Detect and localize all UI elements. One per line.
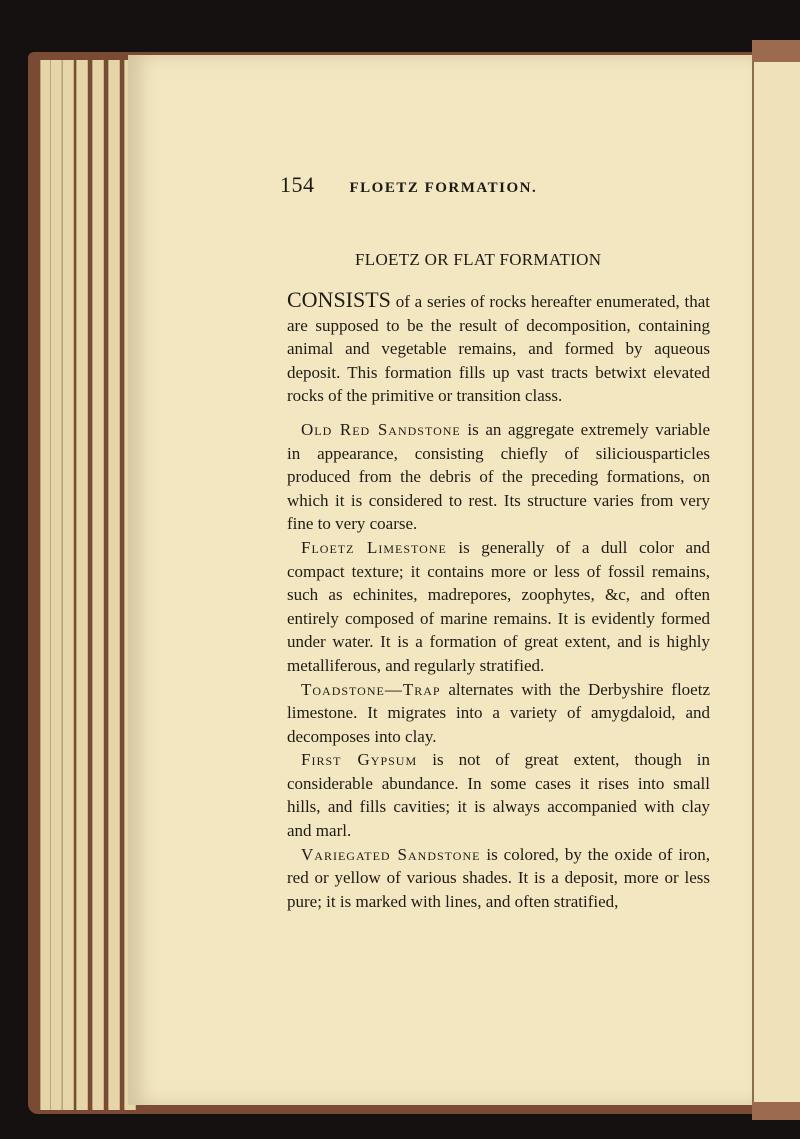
section-heading: FLOETZ OR FLAT FORMATION — [355, 250, 602, 269]
page-header — [280, 172, 537, 198]
paragraph-lead: Variegated Sandstone — [301, 844, 481, 864]
first-word: CONSISTS — [287, 287, 391, 312]
paragraph: Toadstone—Trap alternates with the Derbyshire floetz limestone. It migrates into a variety of amygdaloid, and decomposes into clay. — [287, 679, 710, 746]
paragraph-lead: Toadstone—Trap — [301, 679, 441, 699]
paragraph-lead: Floetz Limestone — [301, 537, 447, 557]
body-text — [287, 288, 710, 913]
paragraph: Variegated Sandstone is colored, by the oxide of iron, red or yellow of various shades. It is a deposit, more or less pure; it is marked with lines, and often stratified, — [287, 844, 710, 911]
page-number: 154 — [280, 172, 315, 197]
facing-page — [752, 62, 800, 1102]
paragraph-lead: First Gypsum — [301, 750, 418, 770]
paragraph: Old Red Sandstone is an aggregate extremely variable in appearance, consisting chiefly of siliciousparticles produced from the debris of the preceding formations, on which it is considered to rest. Its structure varies from very fine to very coarse. — [287, 419, 710, 534]
running-title: FLOETZ FORMATION. — [349, 180, 538, 196]
paragraph: CONSISTS of a series of rocks hereafter enumerated, that are supposed to be the result of decomposition, containing animal and vegetable remains, and formed by aqueous deposit. This formation fills up vast tracts betwixt elevated rocks of the primitive or transition class. — [287, 287, 710, 406]
paragraph: Floetz Limestone is generally of a dull color and compact texture; it contains more or less of fossil remains, such as echinites, madrepores, zoophytes, &c, and often entirely composed of marine remains. It is evidently formed under water. It is a formation of great extent, and is highly metalliferous, and regularly stratified. — [287, 537, 710, 675]
paragraph-lead: Old Red Sandstone — [301, 419, 461, 439]
paragraph: First Gypsum is not of great extent, though in considerable abundance. In some cases it rises into small hills, and fills cavities; it is always accompanied with clay and marl. — [287, 750, 710, 841]
